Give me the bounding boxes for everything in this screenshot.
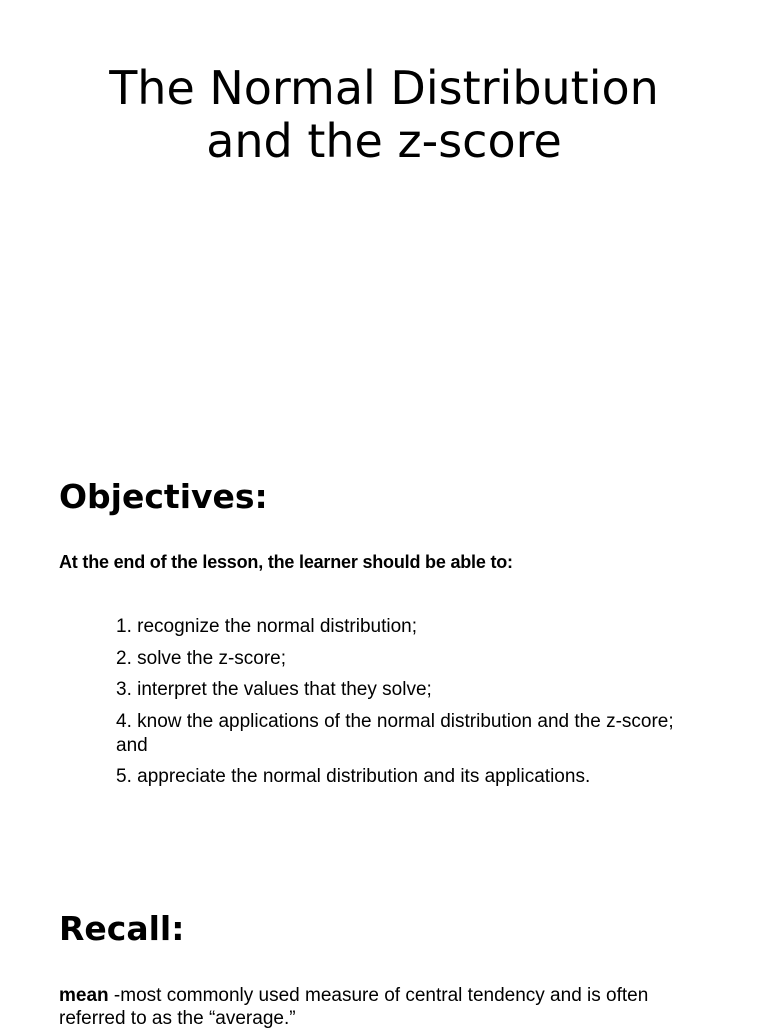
objective-item: 1. recognize the normal distribution;	[116, 616, 417, 637]
objective-item: 2. solve the z-score;	[116, 647, 287, 669]
recall-heading: Recall:	[59, 909, 185, 948]
page-title: The Normal Distribution and the z-score	[109, 61, 659, 168]
objective-item: 5. appreciate the normal distribution and its applications.	[116, 766, 591, 787]
definition-term: mean	[59, 985, 109, 1006]
objective-item: 4. know the applications of the normal distribution and the z-score; and	[116, 710, 674, 756]
definition-text: -most commonly used measure of central tendency and is often referred to as the “average.”	[59, 985, 649, 1029]
mean-definition	[59, 984, 709, 1030]
objectives-intro: At the end of the lesson, the learner should be able to:	[59, 552, 513, 572]
objectives-heading: Objectives:	[59, 477, 268, 516]
objectives-list	[116, 615, 691, 797]
objective-item: 3. interpret the values that they solve;	[116, 679, 432, 700]
